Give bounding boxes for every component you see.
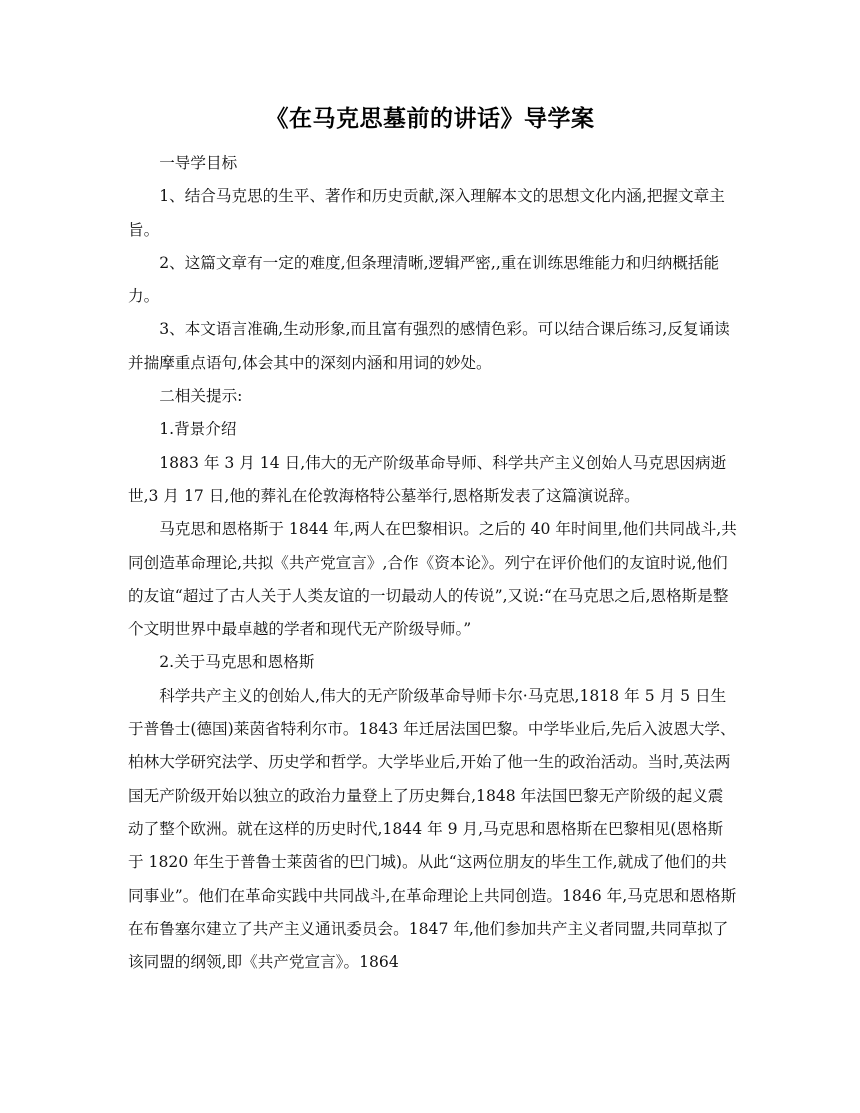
objective-1: 1、结合马克思的生平、著作和历史贡献,深入理解本文的思想文化内涵,把握文章主旨。	[128, 187, 725, 239]
objective-2: 2、这篇文章有一定的难度,但条理清晰,逻辑严密,,重在训练思维能力和归纳概括能力。	[128, 253, 720, 306]
subheading-about-marx-engels: 2.关于马克思和恩格斯	[159, 653, 315, 672]
document-body	[128, 147, 738, 979]
biography-paragraph: 科学共产主义的创始人,伟大的无产阶级革命导师卡尔·马克思,1818 年 5 月 5 日生于普鲁士(德国)莱茵省特利尔市。1843 年迁居法国巴黎。中学毕业后,先后入波恩大学、柏林大学研究法学、历史学和哲学。大学毕业后,开始了他一生的政治活动。当时,英法两国无产阶级开始以独立的政治力量登上了历史舞台,1848 年法国巴黎无产阶级的起义震动了整个欧洲。就在这样的历史时代,1844 年 9 月,马克思和恩格斯在巴黎相见(恩格斯于 1820 年生于普鲁士莱茵省的巴门城)。从此“这两位朋友的毕生工作,就成了他们的共同事业”。他们在革命实践中共同战斗,在革命理论上共同创造。1846 年,马克思和恩格斯在布鲁塞尔建立了共产主义通讯委员会。1847 年,他们参加共产主义者同盟,共同草拟了该同盟的纲领,即《共产党宣言》。1864	[128, 686, 737, 972]
page-title: 《在马克思墓前的讲话》导学案	[265, 105, 595, 132]
objective-3: 3、本文语言准确,生动形象,而且富有强烈的感情色彩。可以结合课后练习,反复诵读并揣摩重点语句,体会其中的深刻内涵和用词的妙处。	[128, 320, 730, 372]
background-paragraph-2: 马克思和恩格斯于 1844 年,两人在巴黎相识。之后的 40 年时间里,他们共同战斗,共同创造革命理论,共拟《共产党宣言》,合作《资本论》。列宁在评价他们的友谊时说,他们的友谊“超过了古人关于人类友谊的一切最动人的传说”,又说:“在马克思之后,恩格斯是整个文明世界中最卓越的学者和现代无产阶级导师。”	[128, 520, 737, 639]
subheading-background: 1.背景介绍	[159, 420, 237, 439]
heading-objectives: 一导学目标	[159, 154, 238, 172]
heading-tips: 二相关提示:	[159, 387, 243, 406]
background-paragraph-1: 1883 年 3 月 14 日,伟大的无产阶级革命导师、科学共产主义创始人马克思因病逝世,3 月 17 日,他的葬礼在伦敦海格特公墓举行,恩格斯发表了这篇演说辞。	[128, 453, 727, 505]
